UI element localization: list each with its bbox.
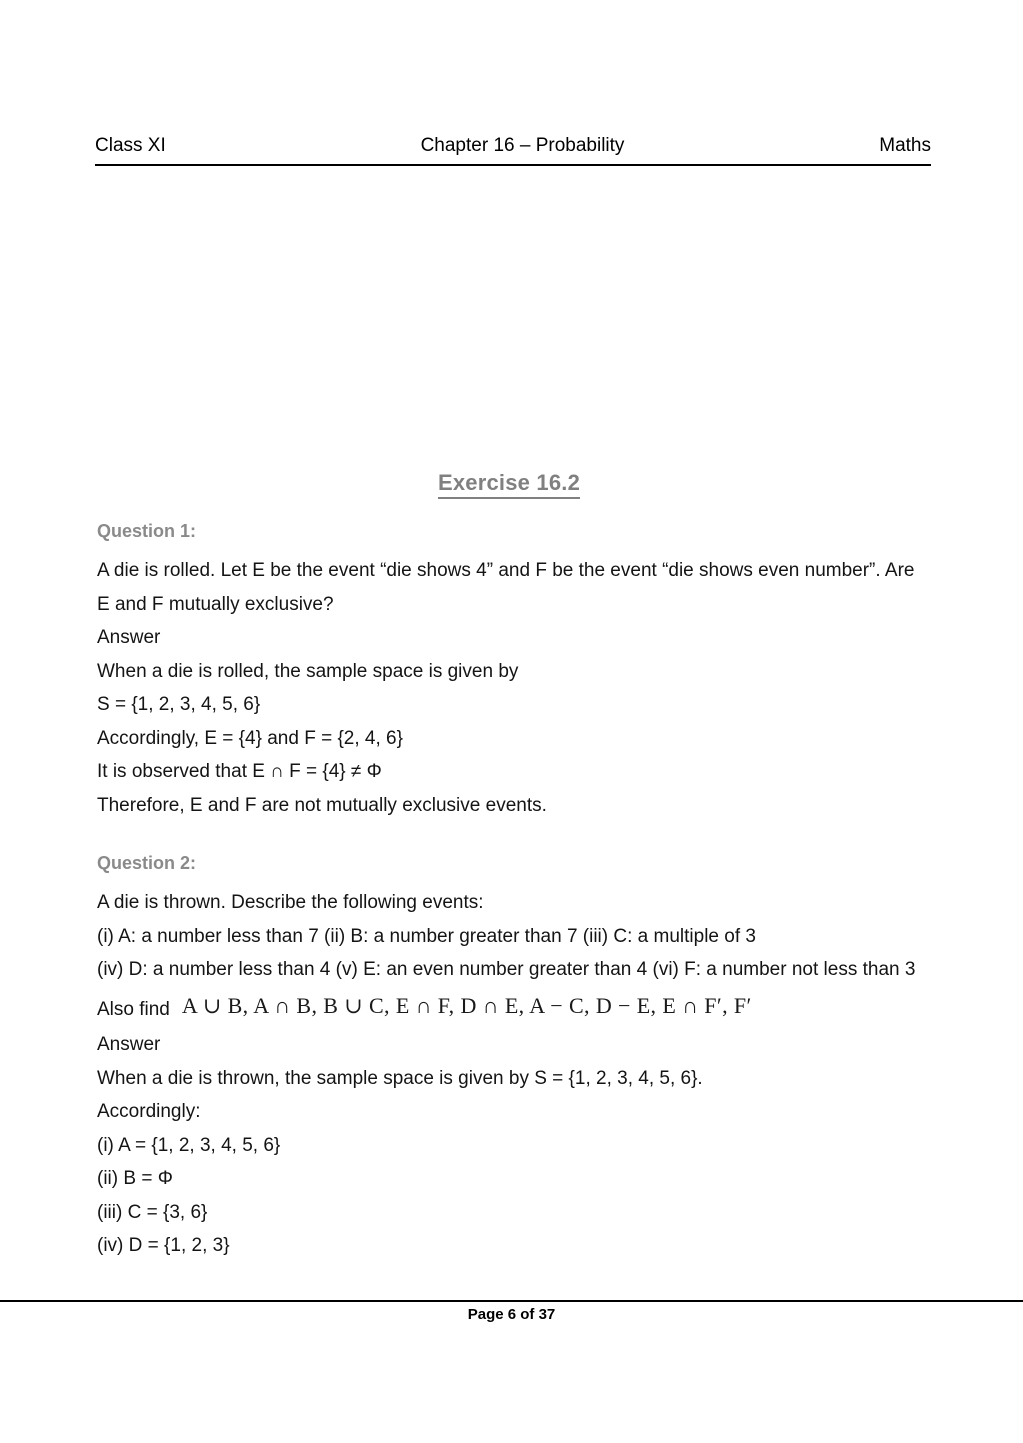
question-2-answer-label: Answer xyxy=(97,1034,161,1055)
footer-divider xyxy=(0,1300,1023,1302)
question-2-prompt: A die is thrown. Describe the following events: xyxy=(97,892,484,913)
question-spacer xyxy=(97,822,921,850)
question-2-answer-line: (ii) B = Φ xyxy=(97,1168,173,1189)
question-1-block xyxy=(97,518,921,822)
question-2-answer-line: (iv) D = {1, 2, 3} xyxy=(97,1235,230,1256)
question-2-event-line: (iv) D: a number less than 4 (v) E: an even number greater than 4 (vi) F: a number not less than 3 xyxy=(97,959,916,980)
header-subject-label: Maths xyxy=(879,135,931,156)
also-find-label: Also find xyxy=(97,998,170,1020)
question-2-heading: Question 2: xyxy=(97,853,197,873)
also-find-line xyxy=(97,991,921,1027)
question-2-answer-line: When a die is thrown, the sample space is given by S = {1, 2, 3, 4, 5, 6}. xyxy=(97,1067,703,1089)
question-1-answer-label: Answer xyxy=(97,627,161,648)
question-1-answer-line: When a die is rolled, the sample space is given by xyxy=(97,660,519,682)
question-2-answer-line: (i) A = {1, 2, 3, 4, 5, 6} xyxy=(97,1134,281,1156)
question-2-answer-line: Accordingly: xyxy=(97,1101,201,1122)
question-1-prompt: A die is rolled. Let E be the event “die shows 4” and F be the event “die shows even number”. Are E and F mutually exclusive? xyxy=(97,560,915,615)
page-header xyxy=(95,134,931,166)
question-1-answer-line: S = {1, 2, 3, 4, 5, 6} xyxy=(97,694,261,715)
question-2-answer-line: (iii) C = {3, 6} xyxy=(97,1201,208,1223)
question-2-event-line: (i) A: a number less than 7 (ii) B: a number greater than 7 (iii) C: a multiple of 3 xyxy=(97,925,756,947)
exercise-title xyxy=(97,470,921,496)
question-2-block xyxy=(97,850,921,1263)
header-chapter-title: Chapter 16 – Probability xyxy=(420,135,625,156)
page-number-label: Page 6 of 37 xyxy=(467,1306,556,1323)
also-find-expression: A ∪ B, A ∩ B, B ∪ C, E ∩ F, D ∩ E, A − C, D − E, E ∩ F′, F′ xyxy=(181,992,752,1018)
question-1-answer-line: Accordingly, E = {4} and F = {2, 4, 6} xyxy=(97,727,403,749)
question-1-answer-line: It is observed that E ∩ F = {4} ≠ Φ xyxy=(97,761,382,782)
page-content xyxy=(97,470,921,1263)
exercise-title-text: Exercise 16.2 xyxy=(438,470,580,499)
question-1-heading: Question 1: xyxy=(97,521,197,541)
question-1-answer-line: Therefore, E and F are not mutually exclusive events. xyxy=(97,794,547,816)
header-class-label: Class XI xyxy=(95,135,166,156)
